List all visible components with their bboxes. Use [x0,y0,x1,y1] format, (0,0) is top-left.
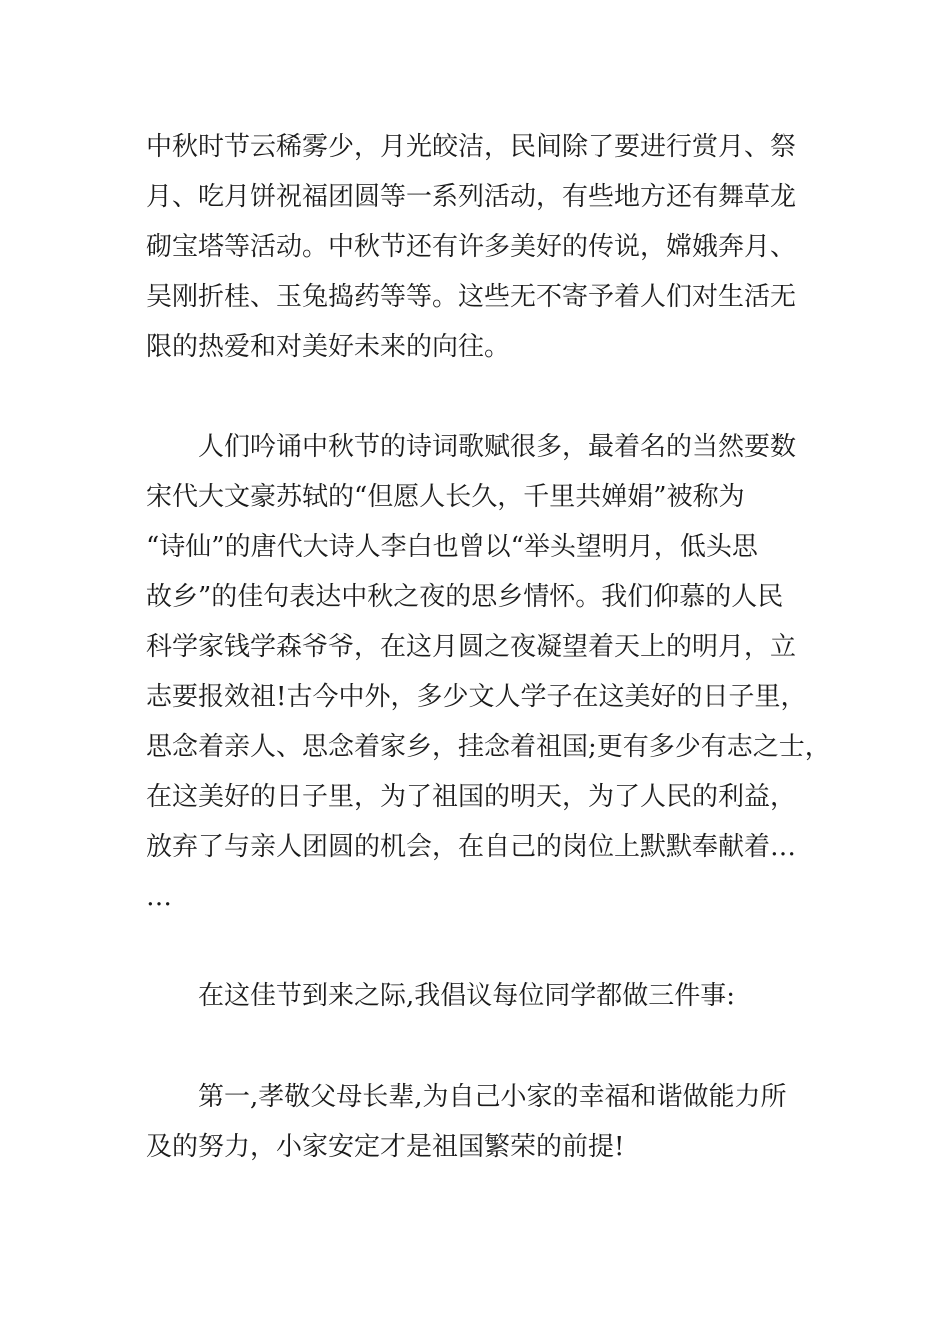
text-line: 志要报效祖!古今中外，多少文人学子在这美好的日子里， [146,682,807,712]
text-line: 放弃了与亲人团圆的机会，在自己的岗位上默默奉献着… [146,832,797,862]
text-line: 思念着亲人、思念着家乡，挂念着祖国;更有多少有志之士， [146,732,831,762]
text-line: “诗仙”的唐代大诗人李白也曾以“举头望明月，低头思 [146,532,758,562]
text-line: 砌宝塔等活动。中秋节还有许多美好的传说，嫦娥奔月、 [146,232,797,262]
text-line: 中秋时节云稀雾少，月光皎洁，民间除了要进行赏月、祭 [146,132,797,162]
text-line: 限的热爱和对美好未来的向往。 [146,332,511,362]
text-line: 第一,孝敬父母长辈,为自己小家的幸福和谐做能力所 [198,1082,787,1112]
text-line: 人们吟诵中秋节的诗词歌赋很多，最着名的当然要数 [198,432,797,462]
text-line: … [146,882,172,912]
text-line: 吴刚折桂、玉兔捣药等等。这些无不寄予着人们对生活无 [146,282,797,312]
text-line: 在这佳节到来之际,我倡议每位同学都做三件事: [198,981,736,1011]
text-line: 故乡”的佳句表达中秋之夜的思乡情怀。我们仰慕的人民 [146,582,784,612]
text-line: 宋代大文豪苏轼的“但愿人长久，千里共婵娟”被称为 [146,482,745,512]
text-line: 及的努力，小家安定才是祖国繁荣的前提! [146,1132,625,1162]
text-line: 月、吃月饼祝福团圆等一系列活动，有些地方还有舞草龙 [146,182,797,212]
text-line: 科学家钱学森爷爷，在这月圆之夜凝望着天上的明月，立 [146,632,797,662]
text-line: 在这美好的日子里，为了祖国的明天，为了人民的利益， [146,782,797,812]
